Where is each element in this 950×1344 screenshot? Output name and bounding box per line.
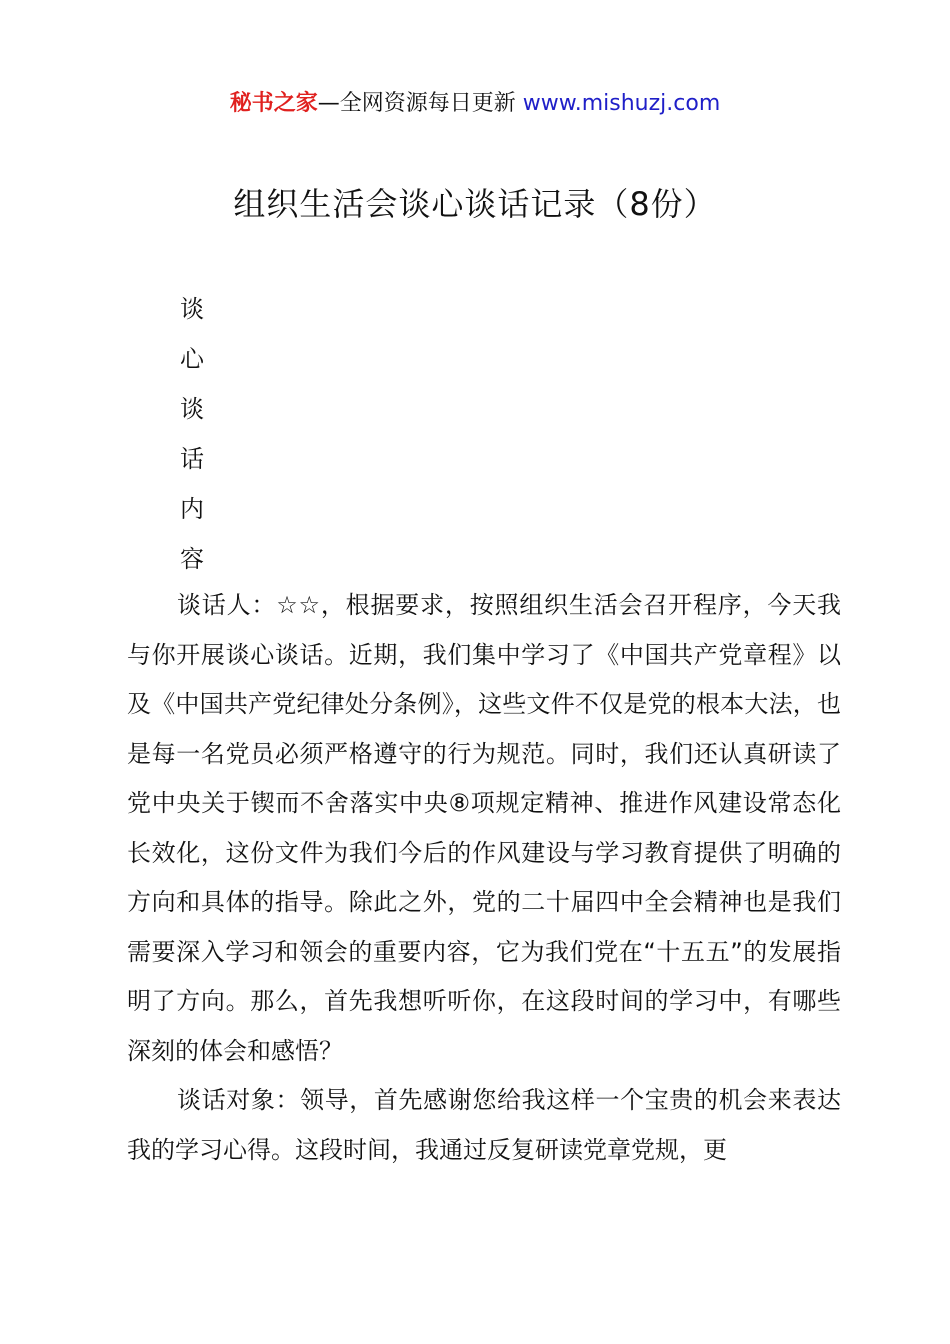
paragraph-interviewee: 谈话对象：领导，首先感谢您给我这样一个宝贵的机会来表达我的学习心得。这段时间，我通过反复研读党章党规，更 — [127, 1086, 841, 1164]
body-text — [127, 581, 841, 1175]
paragraph-interviewer: 谈话人：☆☆，根据要求，按照组织生活会召开程序，今天我与你开展谈心谈话。近期，我们集中学习了《中国共产党章程》以及《中国共产党纪律处分条例》，这些文件不仅是党的根本大法，也是每一名党员必须严格遵守的行为规范。同时，我们还认真研读了党中央关于锲而不舍落实中央⑧项规定精神、推进作风建设常态化长效化，这份文件为我们今后的作风建设与学习教育提供了明确的方向和具体的指导。除此之外，党的二十届四中全会精神也是我们需要深入学习和领会的重要内容，它为我们党在“十五五”的发展指明了方向。那么，首先我想听听你，在这段时间的学习中，有哪些深刻的体会和感悟？ — [127, 591, 841, 1065]
document-title: 组织生活会谈心谈话记录（8份） — [233, 185, 717, 223]
heading-char: 话 — [180, 445, 204, 473]
site-name: 秘书之家 — [229, 91, 318, 116]
site-url-link[interactable]: www.mishuzj.com — [522, 91, 721, 116]
heading-char: 容 — [180, 545, 204, 573]
heading-char: 谈 — [180, 295, 204, 323]
heading-char: 谈 — [180, 395, 204, 423]
site-tagline: —全网资源每日更新 — [317, 91, 516, 116]
site-header — [0, 88, 950, 120]
heading-char: 心 — [180, 345, 204, 373]
vertical-heading — [177, 284, 207, 584]
heading-char: 内 — [180, 495, 204, 523]
